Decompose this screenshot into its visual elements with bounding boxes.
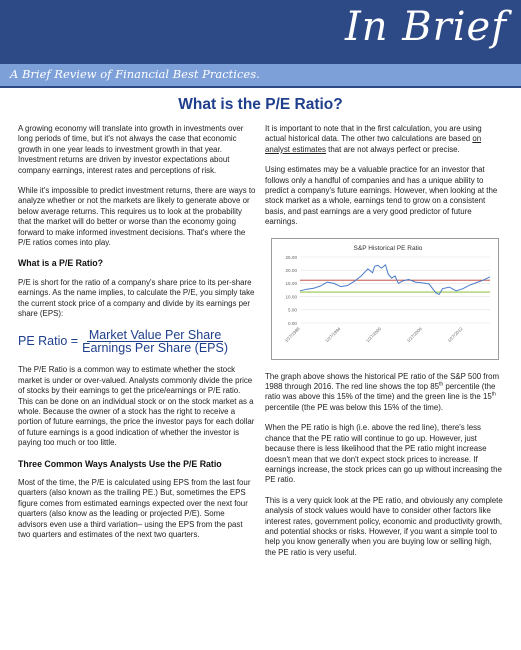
what-paragraph: P/E is short for the ratio of a company's share price to its per-share earnings. As the name implies, to calculate the P/E, you simply take the current stock price of a company and divide by its earnings per share (EPS): (18, 277, 255, 319)
x-tick-label: 1/27/2006 (405, 325, 423, 343)
y-tick-label: 15.00 (285, 280, 297, 286)
pe-chart-svg (272, 239, 498, 359)
pe-series-line (300, 265, 490, 295)
x-tick-label: 1/27/2000 (365, 325, 383, 343)
using-estimates-paragraph: Using estimates may be a valuable practice for an investor that follows only a handful of companies and has a unique ability to predict a company's future earnings. However, when looking at the stock market as a whole, earnings tend to grow on a consistent basis, and past earnings are a very good predictor of future earnings. (265, 165, 498, 227)
common-paragraph: The P/E Ratio is a common way to estimate whether the stock market is under or over-valued. Analysts commonly divide the price of stocks by their earnings to get the price/earnings or P/E ratio. This can be done on an individual stock or on the stock market as a whole. Because the owner of a stock has the right to receive a portion of future earnings, the price the investor pays for each dollar of future earnings is a good indication of whether the investor is paying too much or too little. (18, 365, 255, 448)
left-column (18, 124, 256, 550)
graph-sup-2: th (491, 391, 496, 398)
graph-paragraph (265, 372, 503, 414)
estimates-text-a: It is important to note that in the first calculation, you are using actual historical data. The other two calculations are based (265, 124, 482, 144)
intro-paragraph-1: A growing economy will translate into growth in investments over long periods of time, but it's not always the case that economic growth in one year leads to investment growth in that year. Investment returns are driven by investor expectations about company earnings, interest rates and perceptions of risk. (18, 124, 244, 175)
article-title: What is the P/E Ratio? (178, 96, 343, 113)
header-banner (0, 0, 521, 64)
section-heading-three: Three Common Ways Analysts Use the P/E Ratio (18, 458, 222, 469)
graph-text-c: percentile (the PE was below this 15% of the time). (265, 402, 444, 412)
graph-text-b: percentile (the ratio was above this 15% of the time) and the green line is the 15 (265, 382, 496, 402)
analyst-estimates-link[interactable]: on analyst estimates (265, 134, 482, 154)
high-pe-paragraph: When the PE ratio is high (i.e. above the red line), there's less chance that the PE ratio will continue to go up. However, just because there is less likelihood that the PE ratio might increase doesn't mean that we don't expect stock prices to increase. If earnings increase, the stock prices can go up without increasing the PE ratio. (265, 423, 502, 485)
pe-formula (18, 327, 256, 355)
x-tick-label: 1/27/1988 (283, 325, 301, 343)
chart-title: S&P Historical PE Ratio (353, 244, 423, 252)
y-tick-label: 0.00 (288, 320, 297, 326)
three-ways-paragraph: Most of the time, the P/E is calculated using EPS from the last four quarters (also known as the trailing PE.) But, sometimes the EPS figure comes from estimated earnings expected over the next four quarters (also know as the leading or projected P/E). Some advisors even use a third variation– using the EPS from the past two quarters and estimates of the next two quarters. (18, 477, 251, 539)
intro-paragraph-2: While it's impossible to predict investment returns, there are ways to analyze whether or not the markets are likely to generate above or below average returns. This requires us to look at the probability that the market will do better or worse than the economy going forward to make informed investment decisions. That's where the P/E ratios comes into play. (18, 186, 256, 248)
pe-chart (271, 238, 499, 360)
graph-text-a: The graph above shows the historical PE ratio of the S&P 500 from 1988 through 2016. The red line shows the top 85 (265, 371, 500, 392)
section-heading-what: What is a P/E Ratio? (18, 258, 104, 269)
estimates-text-b: that are not always perfect or precise. (325, 144, 460, 154)
formula-numerator: Market Value Per Share (88, 327, 222, 342)
right-column (265, 124, 503, 568)
formula-denominator: Earnings Per Share (EPS) (82, 340, 229, 355)
estimates-paragraph (265, 124, 503, 155)
tagline: A Brief Review of Financial Best Practices. (10, 67, 260, 81)
graph-sup-1: th (439, 381, 444, 388)
formula-lhs: PE Ratio = (18, 334, 79, 349)
banner-title: In Brief (344, 4, 507, 50)
tagline-bar (0, 64, 521, 88)
y-tick-label: 5.00 (288, 307, 297, 313)
x-tick-label: 1/27/2012 (446, 325, 464, 343)
y-tick-label: 10.00 (285, 294, 297, 300)
summary-paragraph: This is a very quick look at the PE ratio, and obviously any complete analysis of stock values would have to consider other factors like interest rates, government policy, economic and productivity growth, and potential shocks or risks. However, if you want a simple tool to help you know generally when you are buying low or selling high, the PE ratio is very useful. (265, 495, 503, 557)
x-tick-label: 1/27/1994 (324, 325, 342, 343)
formula-fraction (82, 327, 229, 355)
y-tick-label: 20.00 (285, 267, 297, 273)
y-tick-label: 25.00 (285, 254, 297, 260)
